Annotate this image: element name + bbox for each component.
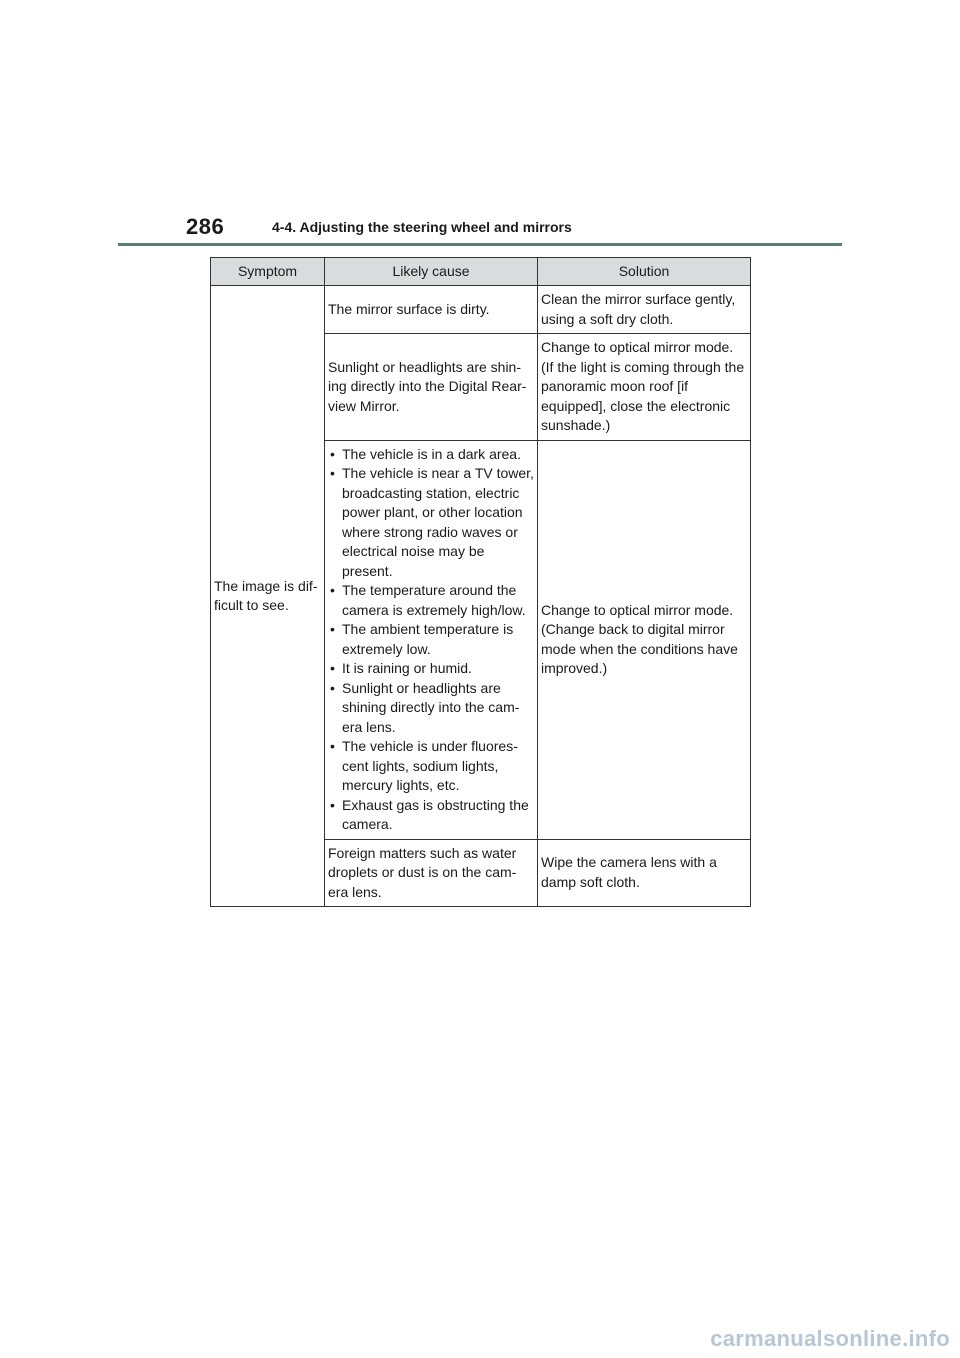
section-title: 4-4. Adjusting the steering wheel and mirrors bbox=[272, 219, 572, 235]
bullet-icon: • bbox=[330, 796, 335, 813]
solution-text: Change to optical mirror mode. (If the light is coming through the panoramic moon roof [if equipped], close the electronic sunshade.) bbox=[541, 339, 745, 433]
cause-item-text: The ambient temperature is extremely low. bbox=[342, 621, 514, 657]
table-header-row bbox=[211, 258, 751, 286]
list-item bbox=[328, 796, 535, 835]
table-row bbox=[211, 286, 751, 334]
cause-item-text: The temperature around the camera is extremely high/low. bbox=[342, 582, 526, 618]
column-header-solution: Solution bbox=[538, 258, 751, 286]
list-item bbox=[328, 464, 535, 581]
cause-text: The mirror surface is dirty. bbox=[328, 300, 490, 317]
list-item bbox=[328, 581, 535, 620]
solution-cell bbox=[538, 839, 751, 907]
cause-cell bbox=[325, 334, 538, 441]
solution-text: Wipe the camera lens with a damp soft cloth. bbox=[541, 854, 717, 890]
cause-cell bbox=[325, 440, 538, 839]
column-header-symptom: Symptom bbox=[211, 258, 325, 286]
bullet-icon: • bbox=[330, 679, 335, 696]
bullet-icon: • bbox=[330, 738, 335, 754]
list-item bbox=[328, 445, 535, 465]
watermark: carmanualsonline.info bbox=[710, 1326, 950, 1351]
troubleshooting-table bbox=[210, 257, 751, 907]
list-item bbox=[328, 659, 535, 679]
solution-cell bbox=[538, 334, 751, 441]
cause-text: Foreign matters such as water droplets or dust is on the cam- era lens. bbox=[328, 844, 517, 900]
solution-cell bbox=[538, 286, 751, 334]
solution-text: Change to optical mirror mode. (Change back to digital mirror mode when the conditions have improved.) bbox=[541, 601, 738, 676]
cause-list bbox=[328, 445, 535, 835]
cause-cell bbox=[325, 839, 538, 907]
cause-item-text: The vehicle is under fluores- cent lights, sodium lights, mercury lights, etc. bbox=[342, 738, 518, 793]
cause-item-text: The vehicle is near a TV tower, broadcasting station, electric power plant, or other location where strong radio waves or electrical noise may be present. bbox=[342, 465, 534, 579]
list-item bbox=[328, 737, 535, 796]
cause-cell bbox=[325, 286, 538, 334]
bullet-icon: • bbox=[330, 621, 335, 637]
bullet-icon: • bbox=[330, 660, 335, 676]
cause-item-text: The vehicle is in a dark area. bbox=[342, 445, 521, 462]
cause-item-text: Sunlight or headlights are shining directly into the cam- era lens. bbox=[342, 679, 520, 735]
solution-cell bbox=[538, 440, 751, 839]
cause-text: Sunlight or headlights are shin- ing directly into the Digital Rear- view Mirror. bbox=[328, 358, 527, 414]
solution-text: Clean the mirror surface gently, using a soft dry cloth. bbox=[541, 291, 736, 327]
header-divider bbox=[118, 243, 842, 246]
column-header-likely-cause: Likely cause bbox=[325, 258, 538, 286]
symptom-text: The image is dif- ficult to see. bbox=[214, 577, 318, 613]
cause-item-text: Exhaust gas is obstructing the camera. bbox=[342, 796, 529, 832]
symptom-cell bbox=[211, 286, 325, 907]
bullet-icon: • bbox=[330, 465, 335, 481]
page-number: 286 bbox=[186, 214, 225, 239]
cause-item-text: It is raining or humid. bbox=[342, 660, 472, 676]
bullet-icon: • bbox=[330, 582, 335, 598]
bullet-icon: • bbox=[330, 445, 335, 462]
list-item bbox=[328, 679, 535, 738]
list-item bbox=[328, 620, 535, 659]
